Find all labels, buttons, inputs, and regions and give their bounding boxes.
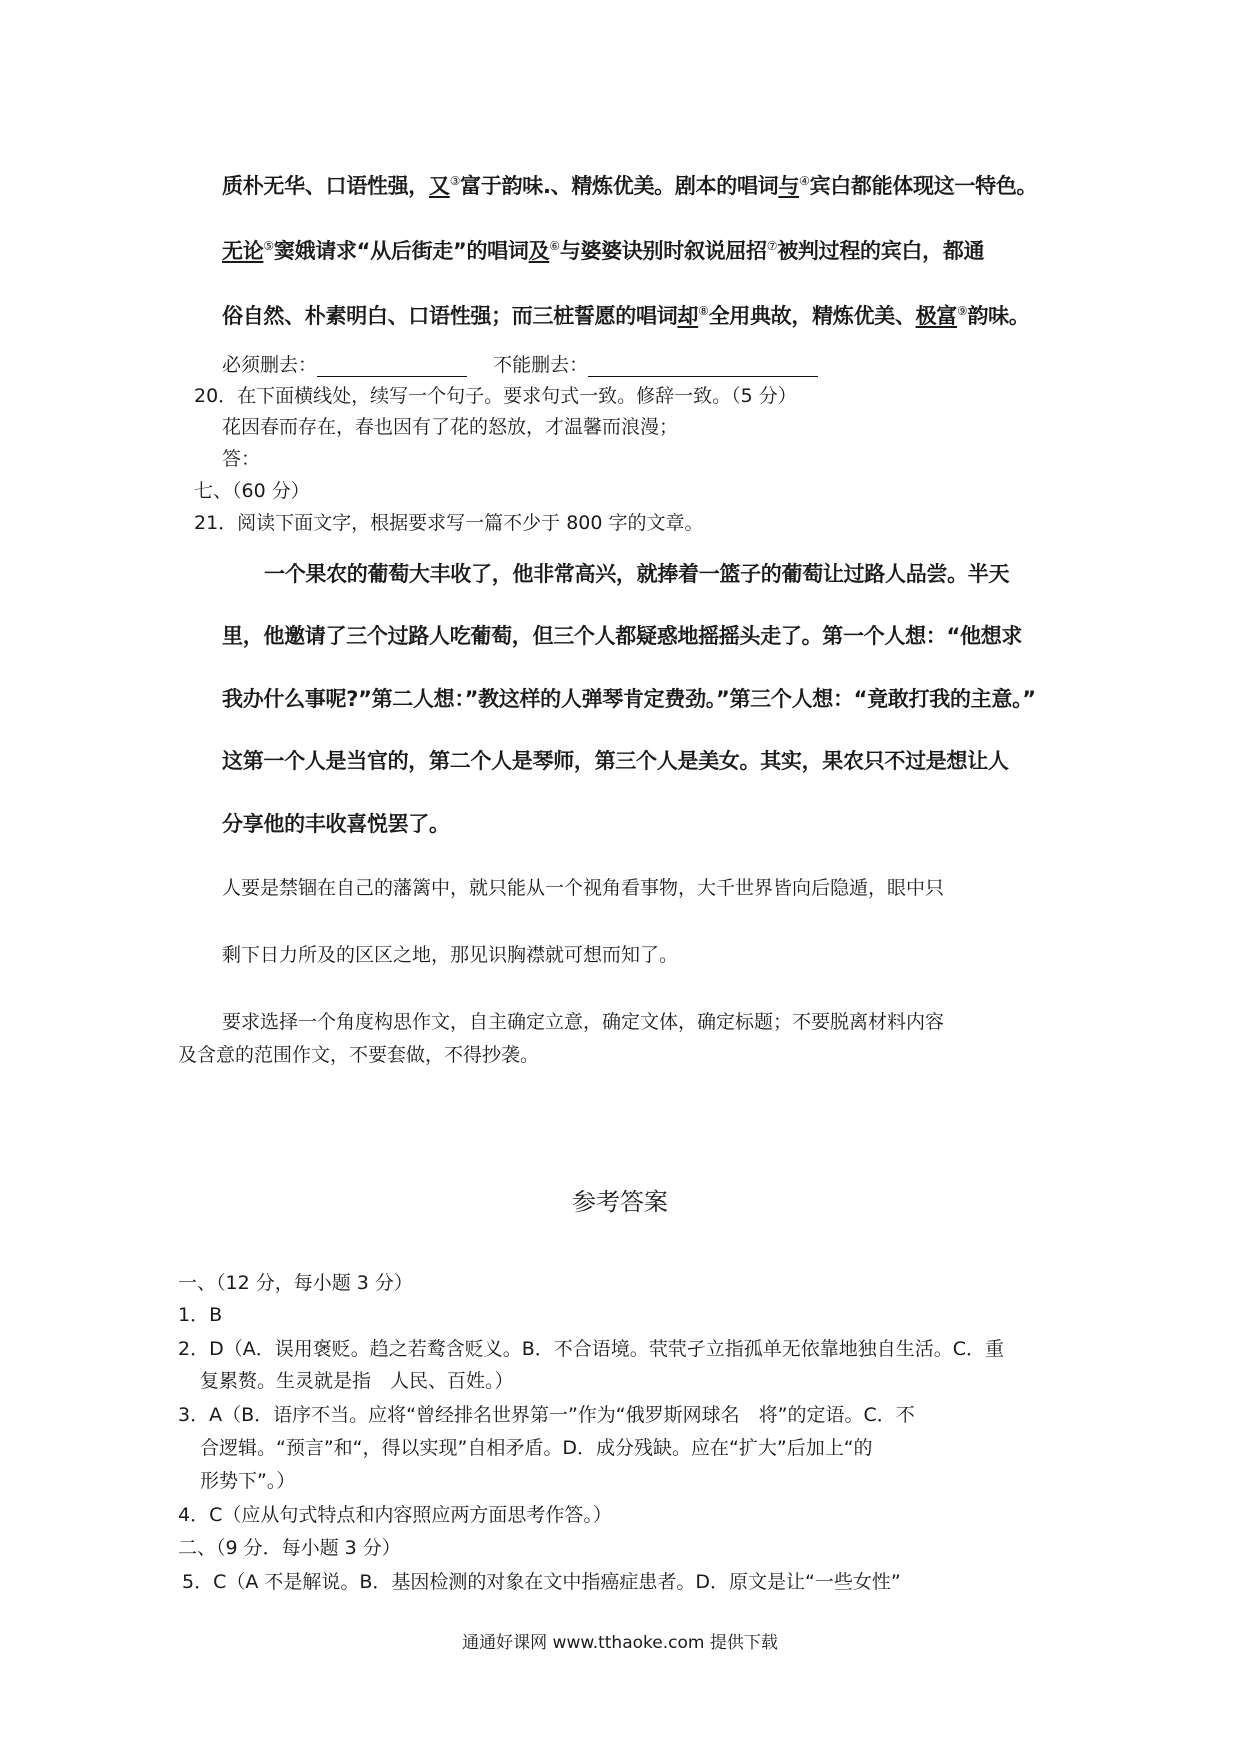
marker: ③ <box>449 174 461 188</box>
answer-2-line-2: 复累赘。生灵就是指 人民、百姓。） <box>200 1370 514 1392</box>
text: 富于韵味.、精炼优美。剧本的唱词 <box>460 174 779 198</box>
underlined-word: 极富 <box>915 304 957 328</box>
underlined-word: 又 <box>429 174 450 198</box>
reflection-line-1: 人要是禁锢在自己的藩篱中，就只能从一个视角看事物，大千世界皆向后隐遁，眼中只 <box>222 877 945 899</box>
underlined-word: 与 <box>778 174 800 198</box>
passage-line-1 <box>222 170 1037 200</box>
answer-5: 5．C（A 不是解说。B．基因检测的对象在文中指癌症患者。D．原文是让“一些女性” <box>182 1571 901 1593</box>
text: 全用典故，精炼优美、 <box>708 304 916 328</box>
cannot-delete-label: 不能删去： <box>493 354 589 376</box>
answers-title: 参考答案 <box>572 1188 668 1216</box>
passage-line-2 <box>222 235 984 265</box>
underlined-word: 及 <box>528 239 550 263</box>
underlined-word: 无论 <box>222 239 264 263</box>
answers-section-1: 一、（12 分，每小题 3 分） <box>178 1272 413 1294</box>
q20-answer-label: 答： <box>222 448 261 470</box>
passage-line-3 <box>222 300 1030 330</box>
marker: ⑧ <box>698 304 709 318</box>
requirement-line-2: 及含意的范围作文，不要套做，不得抄袭。 <box>178 1044 540 1066</box>
answer-3-line-1: 3．A（B．语序不当。应将“曾经排名世界第一”作为“俄罗斯网球名 将”的定语。C．不 <box>178 1404 915 1426</box>
text: 窦娥请求“从后街走”的唱词 <box>273 239 529 263</box>
cannot-delete-blank[interactable] <box>588 354 818 377</box>
text: 质朴无华、口语性强， <box>222 174 429 198</box>
text: 宾白都能体现这一特色。 <box>809 174 1038 198</box>
page-footer: 通通好课网 www.tthaoke.com 提供下载 <box>462 1633 778 1653</box>
answer-2-line-1: 2．D（A．误用褒贬。趋之若鹜含贬义。B．不合语境。茕茕孑立指孤单无依靠地独自生活。C．重 <box>178 1338 1005 1360</box>
q20-title: 20．在下面横线处，续写一个句子。要求句式一致。修辞一致。（5 分） <box>194 385 797 407</box>
answer-1: 1．B <box>178 1304 223 1326</box>
text: 与婆婆诀别时叙说屈招 <box>559 239 767 263</box>
underlined-word: 却 <box>677 304 699 328</box>
marker: ④ <box>799 174 810 188</box>
marker: ⑨ <box>956 304 968 318</box>
answer-3-line-3: 形势下”。） <box>200 1470 296 1492</box>
answers-section-2: 二、（9 分．每小题 3 分） <box>178 1537 401 1559</box>
story-line-2: 里，他邀请了三个过路人吃葡萄，但三个人都疑惑地摇摇头走了。第一个人想：“他想求 <box>222 624 1023 648</box>
must-delete-label: 必须删去： <box>222 354 318 376</box>
must-delete-blank[interactable] <box>317 354 467 377</box>
marker: ⑥ <box>549 239 560 253</box>
story-line-1: 一个果农的葡萄大丰收了，他非常高兴，就捧着一篮子的葡萄让过路人品尝。半天 <box>264 562 1010 586</box>
marker: ⑦ <box>766 239 778 253</box>
reflection-line-2: 剩下日力所及的区区之地，那见识胸襟就可想而知了。 <box>222 944 679 966</box>
story-line-3: 我办什么事呢?”第二人想：”教这样的人弹琴肯定费劲。”第三个人想：“竟敢打我的主意。” <box>222 687 1036 711</box>
story-line-4: 这第一个人是当官的，第二个人是琴师，第三个人是美女。其实，果农只不过是想让人 <box>222 749 1009 773</box>
text: 韵味。 <box>967 304 1030 328</box>
requirement-line-1: 要求选择一个角度构思作文，自主确定立意，确定文体，确定标题；不要脱离材料内容 <box>222 1011 945 1033</box>
answer-blanks-line <box>222 350 818 377</box>
text: 俗自然、朴素明白、口语性强；而三桩誓愿的唱词 <box>222 304 678 328</box>
answer-3-line-2: 合逻辑。“预言”和“，得以实现”自相矛盾。D．成分残缺。应在“扩大”后加上“的 <box>200 1437 873 1459</box>
story-line-5: 分享他的丰收喜悦罢了。 <box>222 812 450 836</box>
text: 被判过程的宾白，都通 <box>777 239 985 263</box>
q20-given-sentence: 花因春而存在，春也因有了花的怒放，才温馨而浪漫； <box>222 416 679 438</box>
marker: ⑤ <box>263 239 274 253</box>
answer-4: 4．C（应从句式特点和内容照应两方面思考作答。） <box>178 1504 612 1526</box>
section-7-heading: 七、（60 分） <box>194 480 310 502</box>
q21-title: 21．阅读下面文字，根据要求写一篇不少于 800 字的文章。 <box>194 512 704 534</box>
